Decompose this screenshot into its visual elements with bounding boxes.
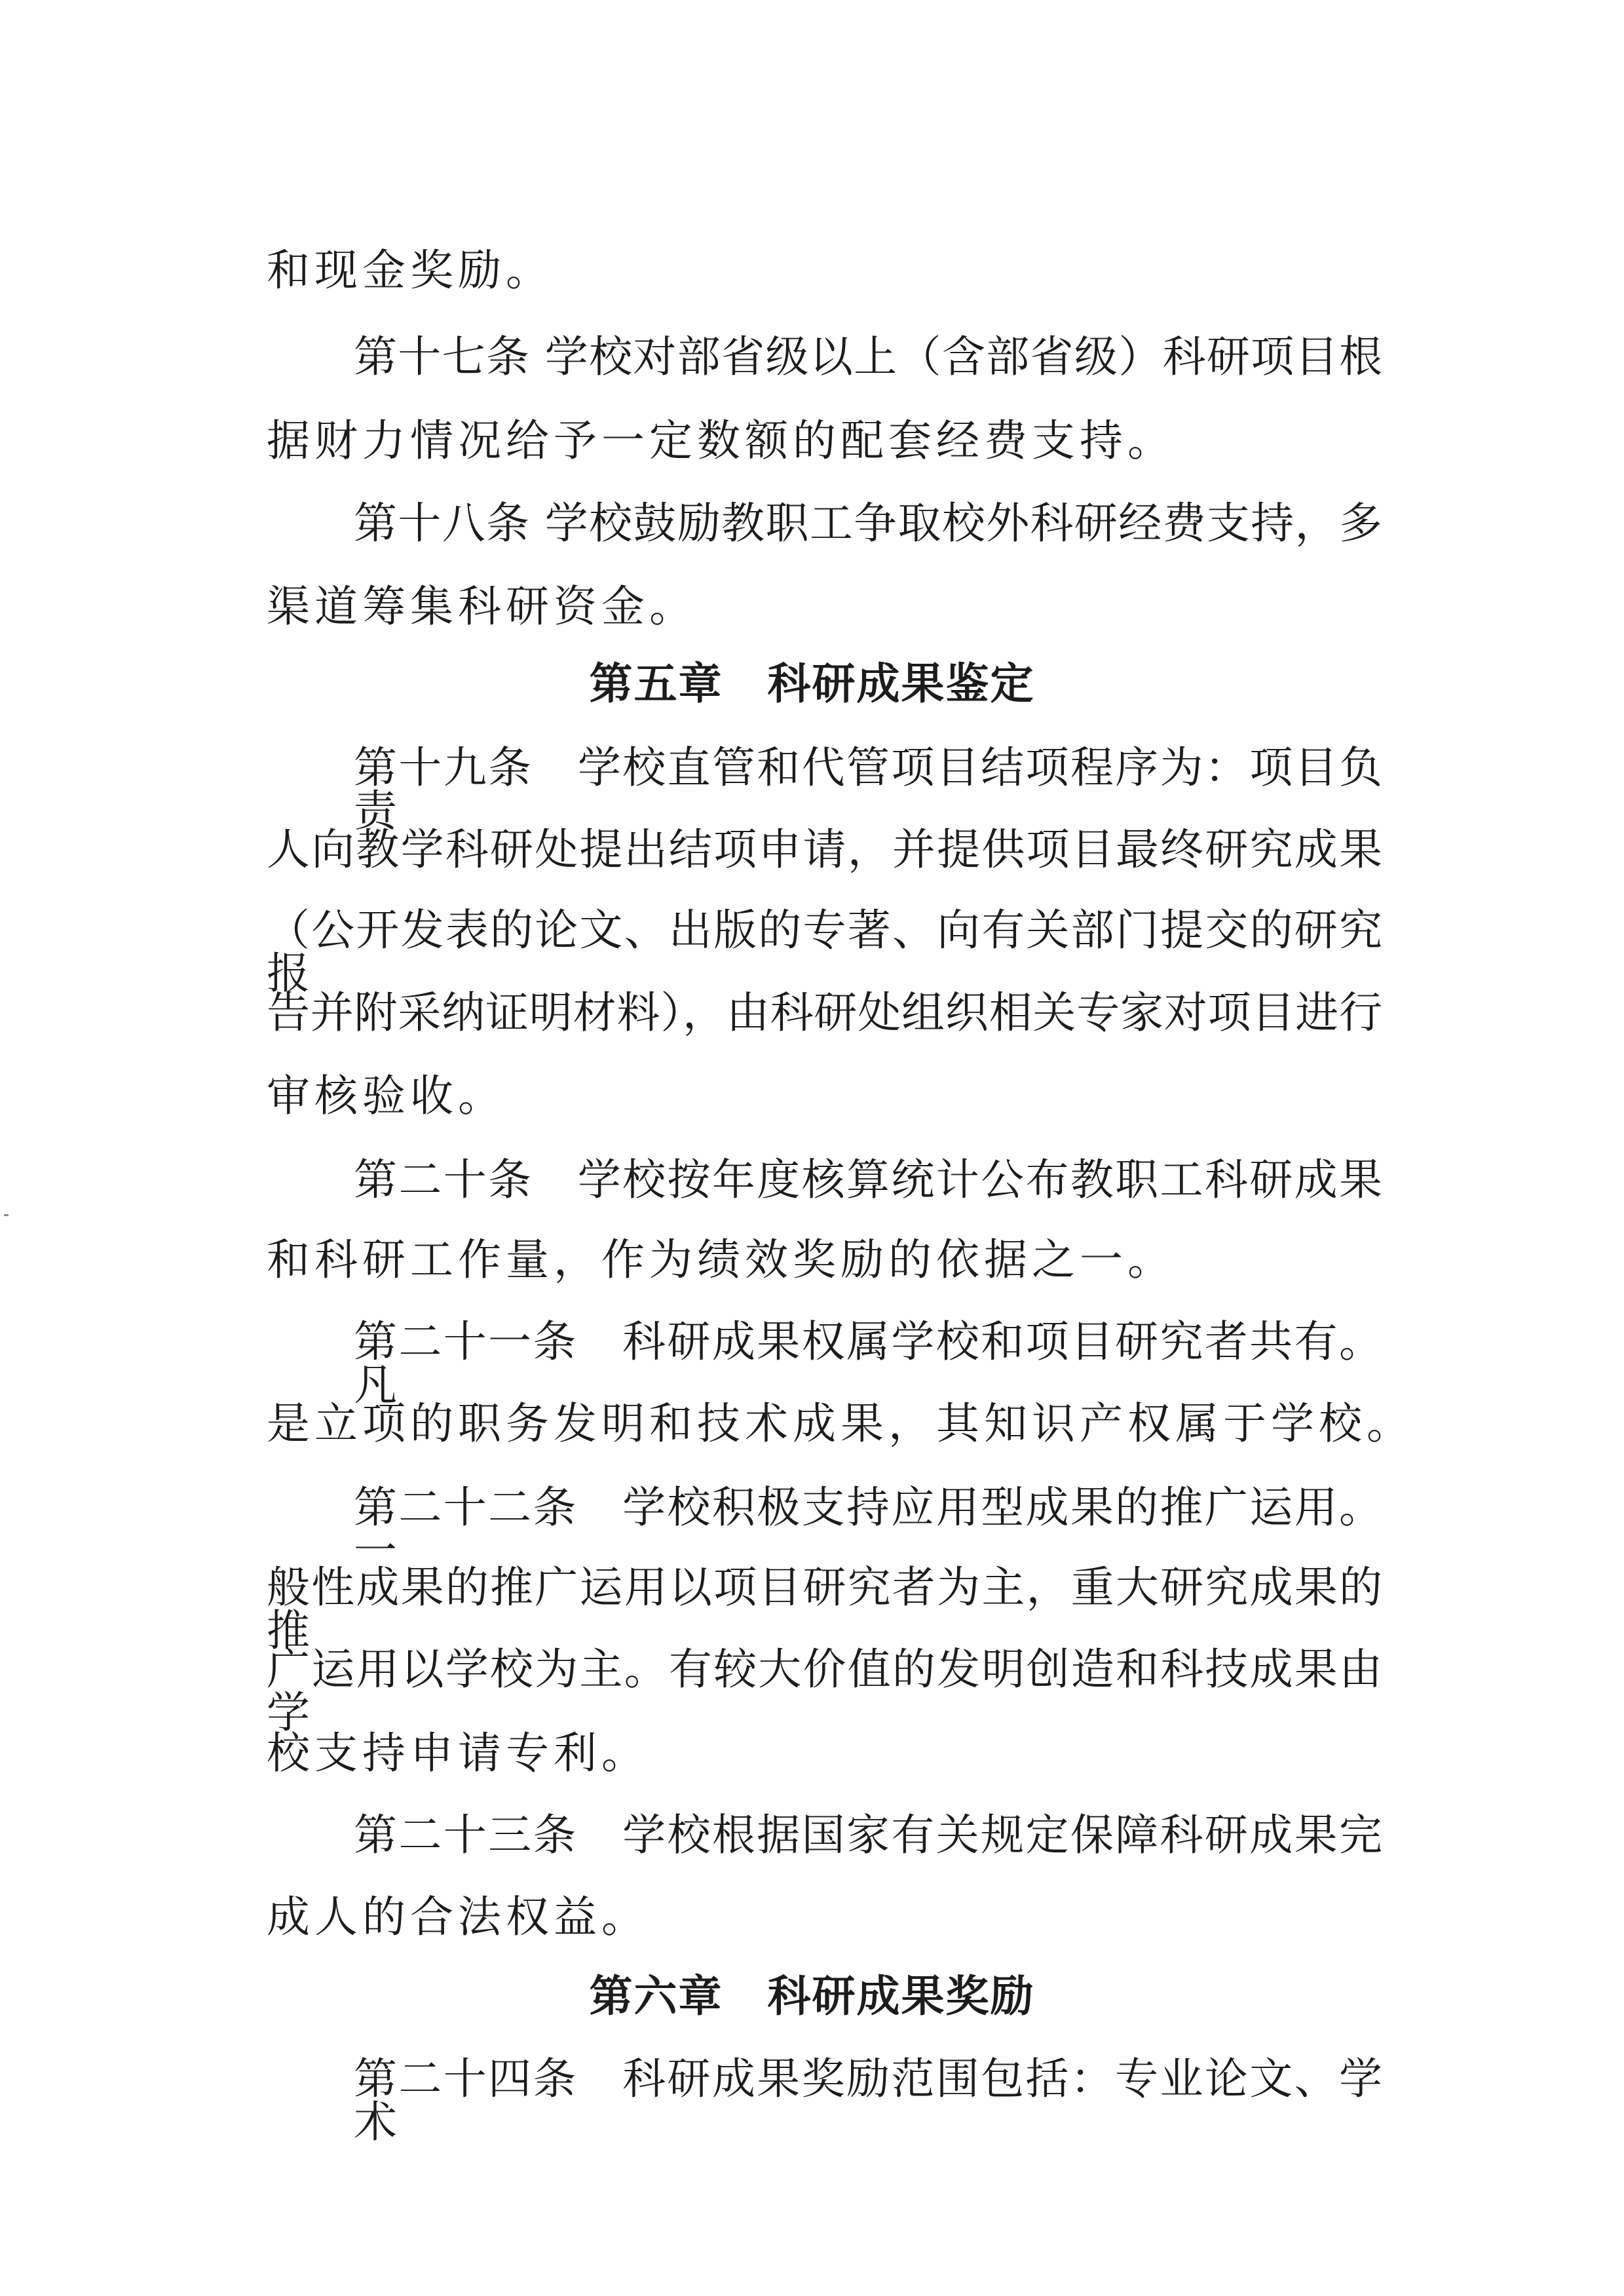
text-line: （公开发表的论文、出版的专著、向有关部门提交的研究报 bbox=[267, 905, 1382, 999]
text-line: 广运用以学校为主。有较大价值的发明创造和科技成果由学 bbox=[267, 1644, 1382, 1738]
chapter-heading: 第六章 科研成果奖励 bbox=[589, 1970, 1035, 2021]
text-line: 第十八条 学校鼓励教职工争取校外科研经费支持，多 bbox=[354, 498, 1382, 548]
text-line: 第二十二条 学校积极支持应用型成果的推广运用。一 bbox=[354, 1482, 1382, 1576]
text-line: 第十七条 学校对部省级以上（含部省级）科研项目根 bbox=[354, 332, 1382, 382]
text-line: 渠道筹集科研资金。 bbox=[267, 581, 697, 632]
text-line: 般性成果的推广运用以项目研究者为主，重大研究成果的推 bbox=[267, 1562, 1382, 1656]
text-line: 第二十条 学校按年度核算统计公布教职工科研成果 bbox=[354, 1155, 1382, 1205]
text-line: 校支持申请专利。 bbox=[267, 1728, 649, 1778]
scan-mark bbox=[4, 1214, 9, 1216]
text-line: 和现金奖励。 bbox=[267, 245, 554, 296]
text-line: 和科研工作量，作为绩效奖励的依据之一。 bbox=[267, 1234, 1175, 1285]
text-line: 第二十一条 科研成果权属学校和项目研究者共有。凡 bbox=[354, 1316, 1382, 1410]
text-line: 告并附采纳证明材料），由科研处组织相关专家对项目进行 bbox=[267, 987, 1382, 1038]
text-line: 审核验收。 bbox=[267, 1071, 506, 1121]
text-line: 第十九条 学校直管和代管项目结项程序为：项目负责 bbox=[354, 742, 1382, 836]
text-line: 成人的合法权益。 bbox=[267, 1892, 649, 1942]
text-line: 是立项的职务发明和技术成果，其知识产权属于学校。 bbox=[267, 1398, 1414, 1449]
text-line: 第二十四条 科研成果奖励范围包括：专业论文、学术 bbox=[354, 2054, 1382, 2147]
chapter-heading: 第五章 科研成果鉴定 bbox=[589, 658, 1035, 709]
text-line: 据财力情况给予一定数额的配套经费支持。 bbox=[267, 415, 1175, 466]
text-line: 第二十三条 学校根据国家有关规定保障科研成果完 bbox=[354, 1810, 1382, 1860]
text-line: 人向教学科研处提出结项申请，并提供项目最终研究成果 bbox=[267, 824, 1382, 875]
